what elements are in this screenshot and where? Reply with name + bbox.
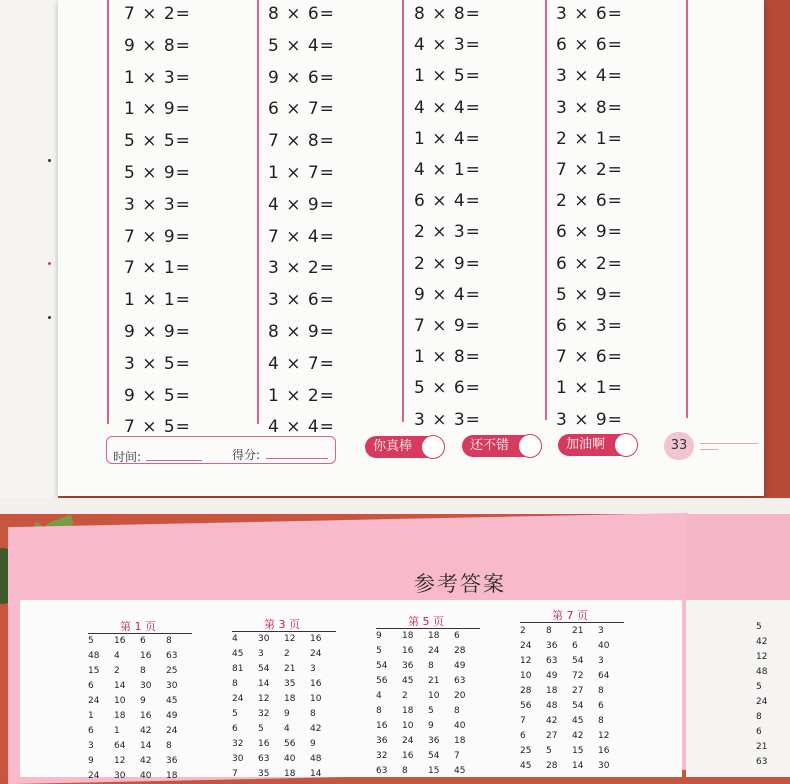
answer-value: 14 — [258, 679, 270, 689]
equation: 6 × 2= — [556, 253, 623, 274]
equation: 3 × 3= — [124, 194, 191, 215]
answer-value: 54 — [258, 664, 270, 674]
answer-value: 9 — [376, 631, 382, 641]
answer-value: 2 — [520, 626, 526, 636]
answer-value: 30 — [258, 634, 270, 644]
answer-value: 12 — [598, 731, 610, 741]
answer-value: 16 — [114, 636, 126, 646]
equation: 7 × 9= — [124, 226, 191, 247]
answer-value: 63 — [454, 676, 466, 686]
badge-great-circle[interactable] — [421, 435, 445, 459]
photo-divider — [0, 498, 790, 514]
equation: 3 × 4= — [556, 66, 623, 87]
answer-value: 15 — [88, 666, 100, 676]
answer-value: 20 — [454, 691, 466, 701]
answer-value: 21 — [572, 626, 584, 636]
answer-value: 49 — [166, 711, 178, 721]
equation: 7 × 2= — [124, 4, 191, 24]
equation: 6 × 7= — [268, 99, 335, 120]
equation: 1 × 2= — [268, 385, 335, 406]
equation: 1 × 4= — [414, 128, 481, 149]
answer-value: 36 — [428, 736, 440, 746]
answer-value: 8 — [454, 706, 460, 716]
answer-section-title: 第 5 页 — [408, 615, 444, 628]
answer-value: 24 — [88, 771, 100, 781]
answer-value: 12 — [284, 634, 296, 644]
equation: 4 × 4= — [414, 97, 481, 118]
equation: 5 × 9= — [556, 284, 623, 305]
answer-value: 6 — [88, 681, 94, 691]
answer-value: 10 — [114, 696, 126, 706]
page-number-line — [700, 449, 718, 450]
answer-value: 21 — [428, 676, 440, 686]
answer-value: 25 — [520, 746, 532, 756]
answer-value: 14 — [572, 761, 584, 771]
answer-section-title: 第 3 页 — [264, 618, 300, 631]
equation: 3 × 5= — [124, 353, 191, 374]
answer-value: 45 — [166, 696, 178, 706]
answer-value: 45 — [520, 761, 532, 771]
answer-value: 7 — [232, 769, 238, 779]
answer-value: 18 — [402, 631, 414, 641]
answer-value: 18 — [454, 736, 466, 746]
answer-value: 2 — [284, 649, 290, 659]
answer-value: 8 — [232, 679, 238, 689]
adjacent-answer-value: 42 — [756, 637, 768, 647]
answer-value: 8 — [166, 741, 172, 751]
answer-value: 16 — [310, 679, 322, 689]
answer-value: 5 — [88, 636, 94, 646]
adjacent-book-page — [686, 600, 790, 777]
equation: 4 × 9= — [268, 194, 335, 215]
answer-value: 24 — [428, 646, 440, 656]
answer-value: 30 — [166, 681, 178, 691]
equation: 9 × 5= — [124, 385, 191, 406]
page-number-line — [700, 443, 758, 444]
answer-value: 15 — [572, 746, 584, 756]
answer-value: 63 — [546, 656, 558, 666]
answer-value: 3 — [258, 649, 264, 659]
answer-value: 54 — [376, 661, 388, 671]
adjacent-answer-value: 21 — [756, 742, 768, 752]
answer-value: 27 — [546, 731, 558, 741]
score-label: 得分: — [232, 448, 261, 462]
answer-value: 15 — [428, 766, 440, 776]
adjacent-answer-value: 6 — [756, 727, 762, 737]
answer-value: 56 — [376, 676, 388, 686]
answer-value: 24 — [402, 736, 414, 746]
answer-value: 18 — [284, 769, 296, 779]
equation: 5 × 5= — [124, 131, 191, 152]
answer-value: 12 — [114, 756, 126, 766]
answer-value: 40 — [454, 721, 466, 731]
answer-value: 21 — [284, 664, 296, 674]
answer-value: 5 — [546, 746, 552, 756]
answer-value: 42 — [310, 724, 322, 734]
equation: 7 × 6= — [556, 347, 623, 368]
answer-value: 30 — [232, 754, 244, 764]
answer-value: 16 — [140, 651, 152, 661]
column-divider — [107, 0, 109, 424]
answer-value: 35 — [284, 679, 296, 689]
answer-value: 6 — [520, 731, 526, 741]
answer-value: 9 — [140, 696, 146, 706]
answer-section-rule — [88, 633, 192, 634]
answer-title: 参考答案 — [414, 572, 506, 596]
answer-value: 4 — [376, 691, 382, 701]
answer-value: 54 — [572, 656, 584, 666]
answer-value: 16 — [258, 739, 270, 749]
answer-value: 14 — [140, 741, 152, 751]
answer-section-title: 第 1 页 — [120, 620, 156, 633]
column-divider — [686, 0, 688, 418]
equation: 5 × 4= — [268, 35, 335, 56]
equation: 7 × 1= — [124, 258, 191, 279]
answer-value: 8 — [166, 636, 172, 646]
equation: 8 × 8= — [414, 4, 481, 24]
answer-value: 49 — [454, 661, 466, 671]
answer-value: 36 — [166, 756, 178, 766]
equation: 4 × 7= — [268, 353, 335, 374]
answer-value: 12 — [258, 694, 270, 704]
answer-value: 32 — [376, 751, 388, 761]
answer-section-title: 第 7 页 — [552, 609, 588, 622]
answer-value: 18 — [428, 631, 440, 641]
equation: 3 × 8= — [556, 97, 623, 118]
equation: 3 × 6= — [268, 290, 335, 311]
answer-value: 24 — [166, 726, 178, 736]
answer-value: 16 — [402, 751, 414, 761]
answer-value: 40 — [140, 771, 152, 781]
adjacent-answer-value: 5 — [756, 622, 762, 632]
answer-value: 18 — [284, 694, 296, 704]
equation: 7 × 2= — [556, 160, 623, 180]
badge-great-label: 你真棒 — [373, 439, 413, 454]
answer-value: 48 — [310, 754, 322, 764]
answer-value: 42 — [546, 716, 558, 726]
answer-value: 6 — [598, 701, 604, 711]
equation: 1 × 1= — [124, 290, 191, 311]
answer-value: 4 — [284, 724, 290, 734]
answer-value: 4 — [114, 651, 120, 661]
adjacent-answer-value: 12 — [756, 652, 768, 662]
equation: 1 × 5= — [414, 66, 481, 87]
answer-value: 2 — [402, 691, 408, 701]
answer-value: 63 — [258, 754, 270, 764]
adjacent-answer-value: 5 — [756, 682, 762, 692]
answer-value: 3 — [598, 626, 604, 636]
equation: 4 × 3= — [414, 35, 481, 56]
equation: 7 × 9= — [414, 316, 481, 336]
answer-value: 36 — [376, 736, 388, 746]
badge-keep-going[interactable] — [558, 434, 636, 456]
equation: 9 × 6= — [268, 67, 335, 88]
answer-value: 18 — [166, 771, 178, 781]
equation: 6 × 4= — [414, 191, 481, 212]
answer-value: 10 — [310, 694, 322, 704]
answer-value: 5 — [258, 724, 264, 734]
answer-value: 16 — [598, 746, 610, 756]
answer-value: 48 — [88, 651, 100, 661]
equation: 3 × 9= — [556, 409, 623, 430]
answer-value: 16 — [140, 711, 152, 721]
answer-value: 30 — [598, 761, 610, 771]
answer-value: 25 — [166, 666, 178, 676]
equation: 7 × 5= — [124, 417, 191, 438]
equation: 1 × 7= — [268, 163, 335, 183]
equation: 7 × 8= — [268, 131, 335, 152]
page-number: 33 — [664, 432, 694, 460]
answer-value: 8 — [402, 766, 408, 776]
equation: 1 × 9= — [124, 99, 191, 120]
answer-value: 12 — [520, 656, 532, 666]
answer-value: 45 — [454, 766, 466, 776]
answer-value: 16 — [402, 646, 414, 656]
badge-great[interactable] — [365, 436, 443, 458]
equation: 4 × 4= — [268, 417, 335, 438]
answer-section-rule — [520, 622, 624, 623]
adjacent-answer-value: 8 — [756, 712, 762, 722]
answer-value: 28 — [520, 686, 532, 696]
equation: 7 × 4= — [268, 226, 335, 247]
margin-dot — [48, 262, 51, 265]
answer-value: 30 — [140, 681, 152, 691]
equation: 8 × 9= — [268, 322, 335, 342]
answer-section-rule — [376, 628, 480, 629]
answer-value: 10 — [520, 671, 532, 681]
equation: 8 × 6= — [268, 4, 335, 24]
margin-dot — [48, 159, 51, 162]
answer-value: 8 — [598, 716, 604, 726]
answer-value: 8 — [310, 709, 316, 719]
column-divider — [402, 0, 404, 422]
answer-value: 16 — [376, 721, 388, 731]
answer-value: 9 — [284, 709, 290, 719]
answer-value: 32 — [258, 709, 270, 719]
answer-value: 45 — [402, 676, 414, 686]
answer-value: 27 — [572, 686, 584, 696]
answer-value: 40 — [284, 754, 296, 764]
answer-value: 4 — [232, 634, 238, 644]
equation: 1 × 3= — [124, 67, 191, 88]
adjacent-answer-value: 24 — [756, 697, 768, 707]
answer-value: 24 — [88, 696, 100, 706]
adjacent-answer-value: 63 — [756, 757, 768, 767]
answer-value: 3 — [88, 741, 94, 751]
answer-value: 7 — [520, 716, 526, 726]
equation: 9 × 8= — [124, 35, 191, 56]
answer-value: 63 — [376, 766, 388, 776]
answer-value: 81 — [232, 664, 244, 674]
column-divider — [257, 0, 259, 424]
answer-value: 24 — [310, 649, 322, 659]
answer-value: 3 — [310, 664, 316, 674]
adjacent-book-cover — [686, 514, 790, 604]
answer-value: 5 — [428, 706, 434, 716]
column-divider — [545, 0, 547, 420]
equation: 6 × 3= — [556, 316, 623, 336]
answer-value: 56 — [284, 739, 296, 749]
answer-value: 24 — [232, 694, 244, 704]
answer-value: 1 — [88, 711, 94, 721]
answer-value: 45 — [572, 716, 584, 726]
answer-value: 1 — [114, 726, 120, 736]
answer-value: 8 — [546, 626, 552, 636]
answer-value: 8 — [428, 661, 434, 671]
answer-value: 36 — [546, 641, 558, 651]
answer-value: 42 — [140, 726, 152, 736]
answer-value: 6 — [454, 631, 460, 641]
answer-value: 6 — [140, 636, 146, 646]
answer-value: 8 — [598, 686, 604, 696]
answer-value: 28 — [454, 646, 466, 656]
equation: 5 × 6= — [414, 378, 481, 399]
answer-value: 14 — [310, 769, 322, 779]
answer-value: 16 — [310, 634, 322, 644]
answer-value: 24 — [520, 641, 532, 651]
answer-value: 30 — [114, 771, 126, 781]
badge-good-label: 还不错 — [470, 438, 510, 453]
answer-value: 35 — [258, 769, 270, 779]
answer-value: 6 — [88, 726, 94, 736]
answer-value: 9 — [310, 739, 316, 749]
answer-value: 5 — [232, 709, 238, 719]
answer-value: 42 — [572, 731, 584, 741]
equation: 2 × 1= — [556, 128, 623, 149]
equation: 4 × 1= — [414, 160, 481, 180]
answer-section-rule — [232, 631, 336, 632]
left-page-edge — [0, 0, 58, 498]
answer-value: 10 — [428, 691, 440, 701]
answer-value: 5 — [376, 646, 382, 656]
equation: 6 × 9= — [556, 222, 623, 243]
answer-value: 8 — [140, 666, 146, 676]
answer-value: 18 — [402, 706, 414, 716]
equation: 3 × 2= — [268, 258, 335, 279]
answer-value: 9 — [428, 721, 434, 731]
answer-value: 72 — [572, 671, 584, 681]
answer-value: 3 — [598, 656, 604, 666]
answer-value: 56 — [520, 701, 532, 711]
margin-dot — [48, 316, 51, 319]
answer-value: 9 — [88, 756, 94, 766]
equation: 3 × 3= — [414, 409, 481, 430]
answer-value: 28 — [546, 761, 558, 771]
answer-value: 64 — [114, 741, 126, 751]
answer-value: 7 — [454, 751, 460, 761]
equation: 2 × 9= — [414, 253, 481, 274]
answer-value: 18 — [114, 711, 126, 721]
equation: 5 × 9= — [124, 163, 191, 183]
answer-value: 18 — [546, 686, 558, 696]
answer-value: 14 — [114, 681, 126, 691]
answer-value: 40 — [598, 641, 610, 651]
equation: 6 × 6= — [556, 35, 623, 56]
answer-value: 45 — [232, 649, 244, 659]
answer-value: 54 — [572, 701, 584, 711]
time-underline — [146, 460, 202, 461]
adjacent-answer-value: 48 — [756, 667, 768, 677]
answer-value: 48 — [546, 701, 558, 711]
answer-value: 64 — [598, 671, 610, 681]
answer-value: 10 — [402, 721, 414, 731]
equation: 1 × 8= — [414, 347, 481, 368]
equation: 2 × 6= — [556, 191, 623, 212]
answer-value: 8 — [376, 706, 382, 716]
equation: 9 × 4= — [414, 284, 481, 305]
equation: 3 × 6= — [556, 4, 623, 24]
equation: 1 × 1= — [556, 378, 623, 399]
answer-value: 49 — [546, 671, 558, 681]
badge-good-circle[interactable] — [518, 434, 542, 458]
answer-value: 63 — [166, 651, 178, 661]
badge-good[interactable] — [462, 435, 540, 457]
answer-value: 54 — [428, 751, 440, 761]
answer-value: 6 — [572, 641, 578, 651]
answer-value: 6 — [232, 724, 238, 734]
equation: 9 × 9= — [124, 322, 191, 342]
answer-value: 32 — [232, 739, 244, 749]
answer-value: 2 — [114, 666, 120, 676]
time-label: 时间: — [113, 450, 142, 464]
answer-value: 36 — [402, 661, 414, 671]
score-underline — [266, 458, 328, 459]
badge-keep-going-label: 加油啊 — [566, 437, 606, 452]
answer-value: 42 — [140, 756, 152, 766]
badge-keep-going-circle[interactable] — [614, 433, 638, 457]
equation: 2 × 3= — [414, 222, 481, 243]
